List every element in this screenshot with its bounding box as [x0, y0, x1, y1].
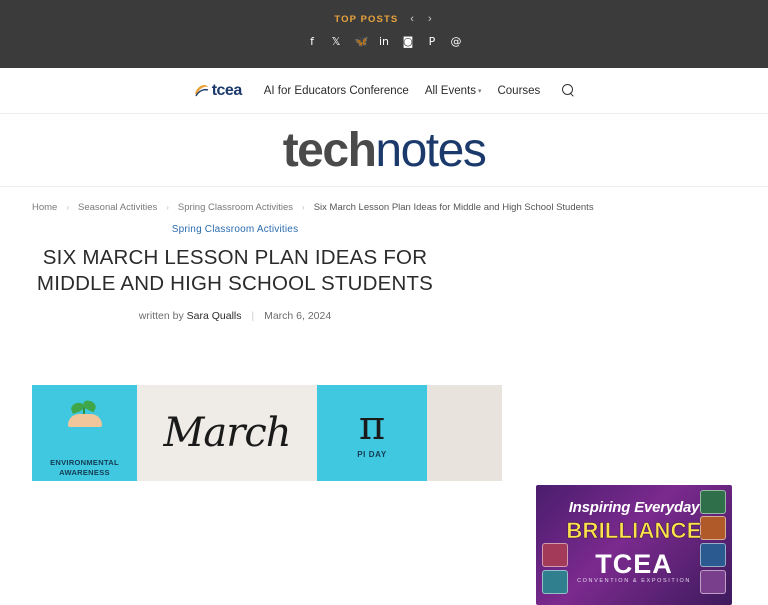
article-hero-image: [32, 385, 502, 481]
tcea-logo-text: tcea: [211, 81, 242, 99]
facebook-icon[interactable]: f: [310, 35, 314, 48]
nav-item-ai-conference[interactable]: AI for Educators Conference: [263, 84, 409, 97]
breadcrumb-item-spring-classroom-activities[interactable]: Spring Classroom Activities: [177, 202, 294, 213]
breadcrumb-item-home[interactable]: Home: [32, 202, 58, 213]
byline-divider: |: [251, 310, 255, 323]
breadcrumb-separator-icon: ›: [302, 203, 305, 212]
article-byline: [0, 310, 470, 322]
search-icon-handle: [570, 92, 575, 97]
wordmark-notes: notes: [375, 123, 486, 177]
breadcrumb-item-seasonal-activities[interactable]: Seasonal Activities: [78, 202, 158, 213]
ad-headline-line1: Inspiring Everyday: [568, 499, 700, 516]
hero-panel-pi-day: [317, 385, 427, 481]
chevron-down-icon: ▾: [477, 87, 482, 95]
ad-subtitle: CONVENTION & EXPOSITION: [577, 578, 691, 584]
pi-symbol-icon: π: [358, 402, 386, 449]
byline-author-link[interactable]: Sara Qualls: [186, 310, 242, 323]
carousel-next-icon[interactable]: ›: [427, 13, 432, 25]
pinterest-icon[interactable]: P: [428, 35, 436, 48]
nav-inner: [193, 82, 576, 100]
bluesky-icon[interactable]: 🦋: [354, 35, 369, 48]
page-title: SIX MARCH LESSON PLAN IDEAS FOR MIDDLE AND HIGH SCHOOL STUDENTS: [36, 246, 434, 296]
breadcrumb: [0, 187, 768, 213]
hero-panel-environmental: [32, 385, 137, 481]
byline-written-by-label: written by: [138, 310, 184, 323]
carousel-prev-icon[interactable]: ‹: [410, 13, 414, 25]
breadcrumb-separator-icon: ›: [166, 203, 169, 212]
x-twitter-icon[interactable]: 𝕏: [331, 35, 341, 48]
nav-item-all-events-label: All Events: [424, 84, 476, 97]
breadcrumb-item-current: Six March Lesson Plan Ideas for Middle and High School Students: [313, 202, 594, 213]
site-masthead: [0, 114, 768, 187]
top-bar: [0, 0, 768, 68]
main-navigation: [0, 68, 768, 114]
hero-panel-extra: [427, 385, 502, 481]
top-posts-label: TOP POSTS: [334, 14, 399, 25]
hand-icon: [68, 414, 102, 427]
content-area: [0, 187, 768, 584]
technotes-wordmark[interactable]: [283, 123, 486, 178]
ad-headline-line2: BRILLIANCE: [566, 518, 702, 543]
sprout-icon: [67, 397, 103, 427]
hero-panel-pi-day-label: PI DAY: [357, 449, 387, 459]
hero-panel-march-word: March: [163, 410, 291, 456]
sidebar-advertisement[interactable]: [536, 485, 732, 605]
threads-icon[interactable]: @: [450, 35, 462, 48]
nav-item-all-events[interactable]: [425, 85, 482, 97]
wordmark-tech: tech: [282, 123, 376, 177]
nav-item-courses[interactable]: Courses: [497, 84, 541, 97]
search-icon[interactable]: [562, 84, 575, 97]
hero-panel-march: [137, 385, 317, 481]
social-links: [0, 36, 768, 47]
byline-date: March 6, 2024: [264, 310, 332, 323]
top-posts-carousel: [0, 0, 768, 25]
breadcrumb-separator-icon: ›: [66, 203, 70, 212]
ad-brand-name: TCEA: [595, 549, 673, 579]
tcea-swoosh-icon: [193, 82, 210, 99]
article-header: [0, 213, 470, 322]
article-category-link[interactable]: Spring Classroom Activities: [171, 224, 299, 235]
tcea-logo[interactable]: [193, 82, 242, 100]
hero-panel-environmental-label: ENVIRONMENTAL AWARENESS: [50, 458, 119, 477]
instagram-icon[interactable]: ◙: [402, 35, 414, 48]
linkedin-icon[interactable]: in: [378, 35, 390, 48]
